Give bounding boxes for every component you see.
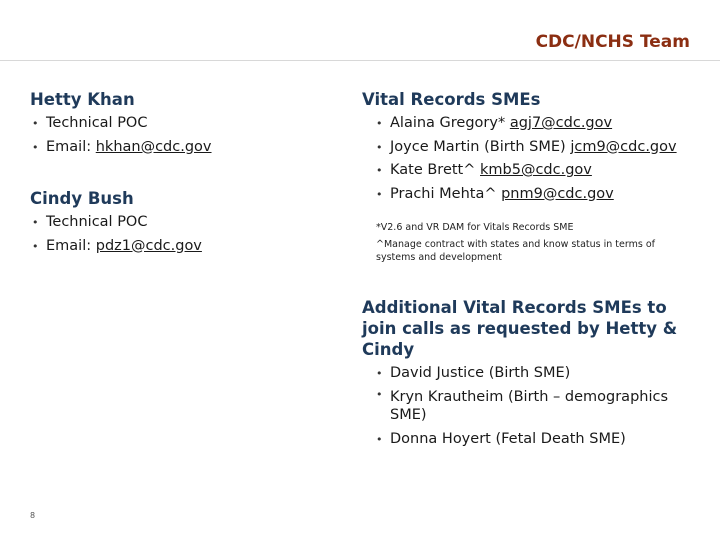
list-item [374,183,704,207]
additional-sme-list [374,362,694,451]
email-link-sme[interactable]: kmb5@cdc.gov [480,162,592,178]
list-item: • Donna Hoyert (Fetal Death SME) [374,428,694,452]
list-item: • David Justice (Birth SME) [374,362,694,386]
email-link-sme[interactable]: agj7@cdc.gov [509,115,613,131]
title-divider [0,60,720,61]
person-details-hetty [30,112,330,159]
sme-list [374,112,704,206]
role-text: Technical POC [46,214,148,230]
email-link-hetty[interactable]: hkhan@cdc.gov [95,138,212,155]
slide-title: CDC/NCHS Team [535,32,690,52]
list-item [374,136,704,160]
page-number: 8 [30,511,36,520]
sme-name: Joyce Martin (Birth SME) [390,138,571,155]
person-name-cindy: Cindy Bush [30,189,134,208]
person-details-cindy [30,211,330,258]
footnote-caret: ^Manage contract with states and know status in terms of systems and development [376,239,655,263]
vital-records-heading: Vital Records SMEs [362,90,541,109]
email-label: Email: [46,138,96,155]
footnote-asterisk: *V2.6 and VR DAM for Vitals Records SME [376,222,574,233]
email-link-cindy[interactable]: pdz1@cdc.gov [95,237,202,254]
email-link-sme[interactable]: pnm9@cdc.gov [501,185,614,202]
list-item [374,386,694,428]
email-link-sme[interactable]: jcm9@cdc.gov [570,138,677,155]
list-item [30,112,330,136]
sme-name: Prachi Mehta^ [390,185,502,202]
list-item [30,211,330,235]
list-item [30,235,330,259]
list-item [374,112,704,136]
sme-name: Kate Brett^ [390,162,480,178]
role-text: Technical POC [46,115,148,131]
list-item [374,159,704,183]
person-name-hetty: Hetty Khan [30,90,135,109]
list-item [30,136,330,160]
additional-heading: Additional Vital Records SMEs to join calls as requested by Hetty & Cindy [362,298,678,359]
sme-name: Kryn Krautheim (Birth – demographics SME) [390,388,669,423]
sme-name: Alaina Gregory* [390,115,510,131]
email-label: Email: [46,237,96,254]
